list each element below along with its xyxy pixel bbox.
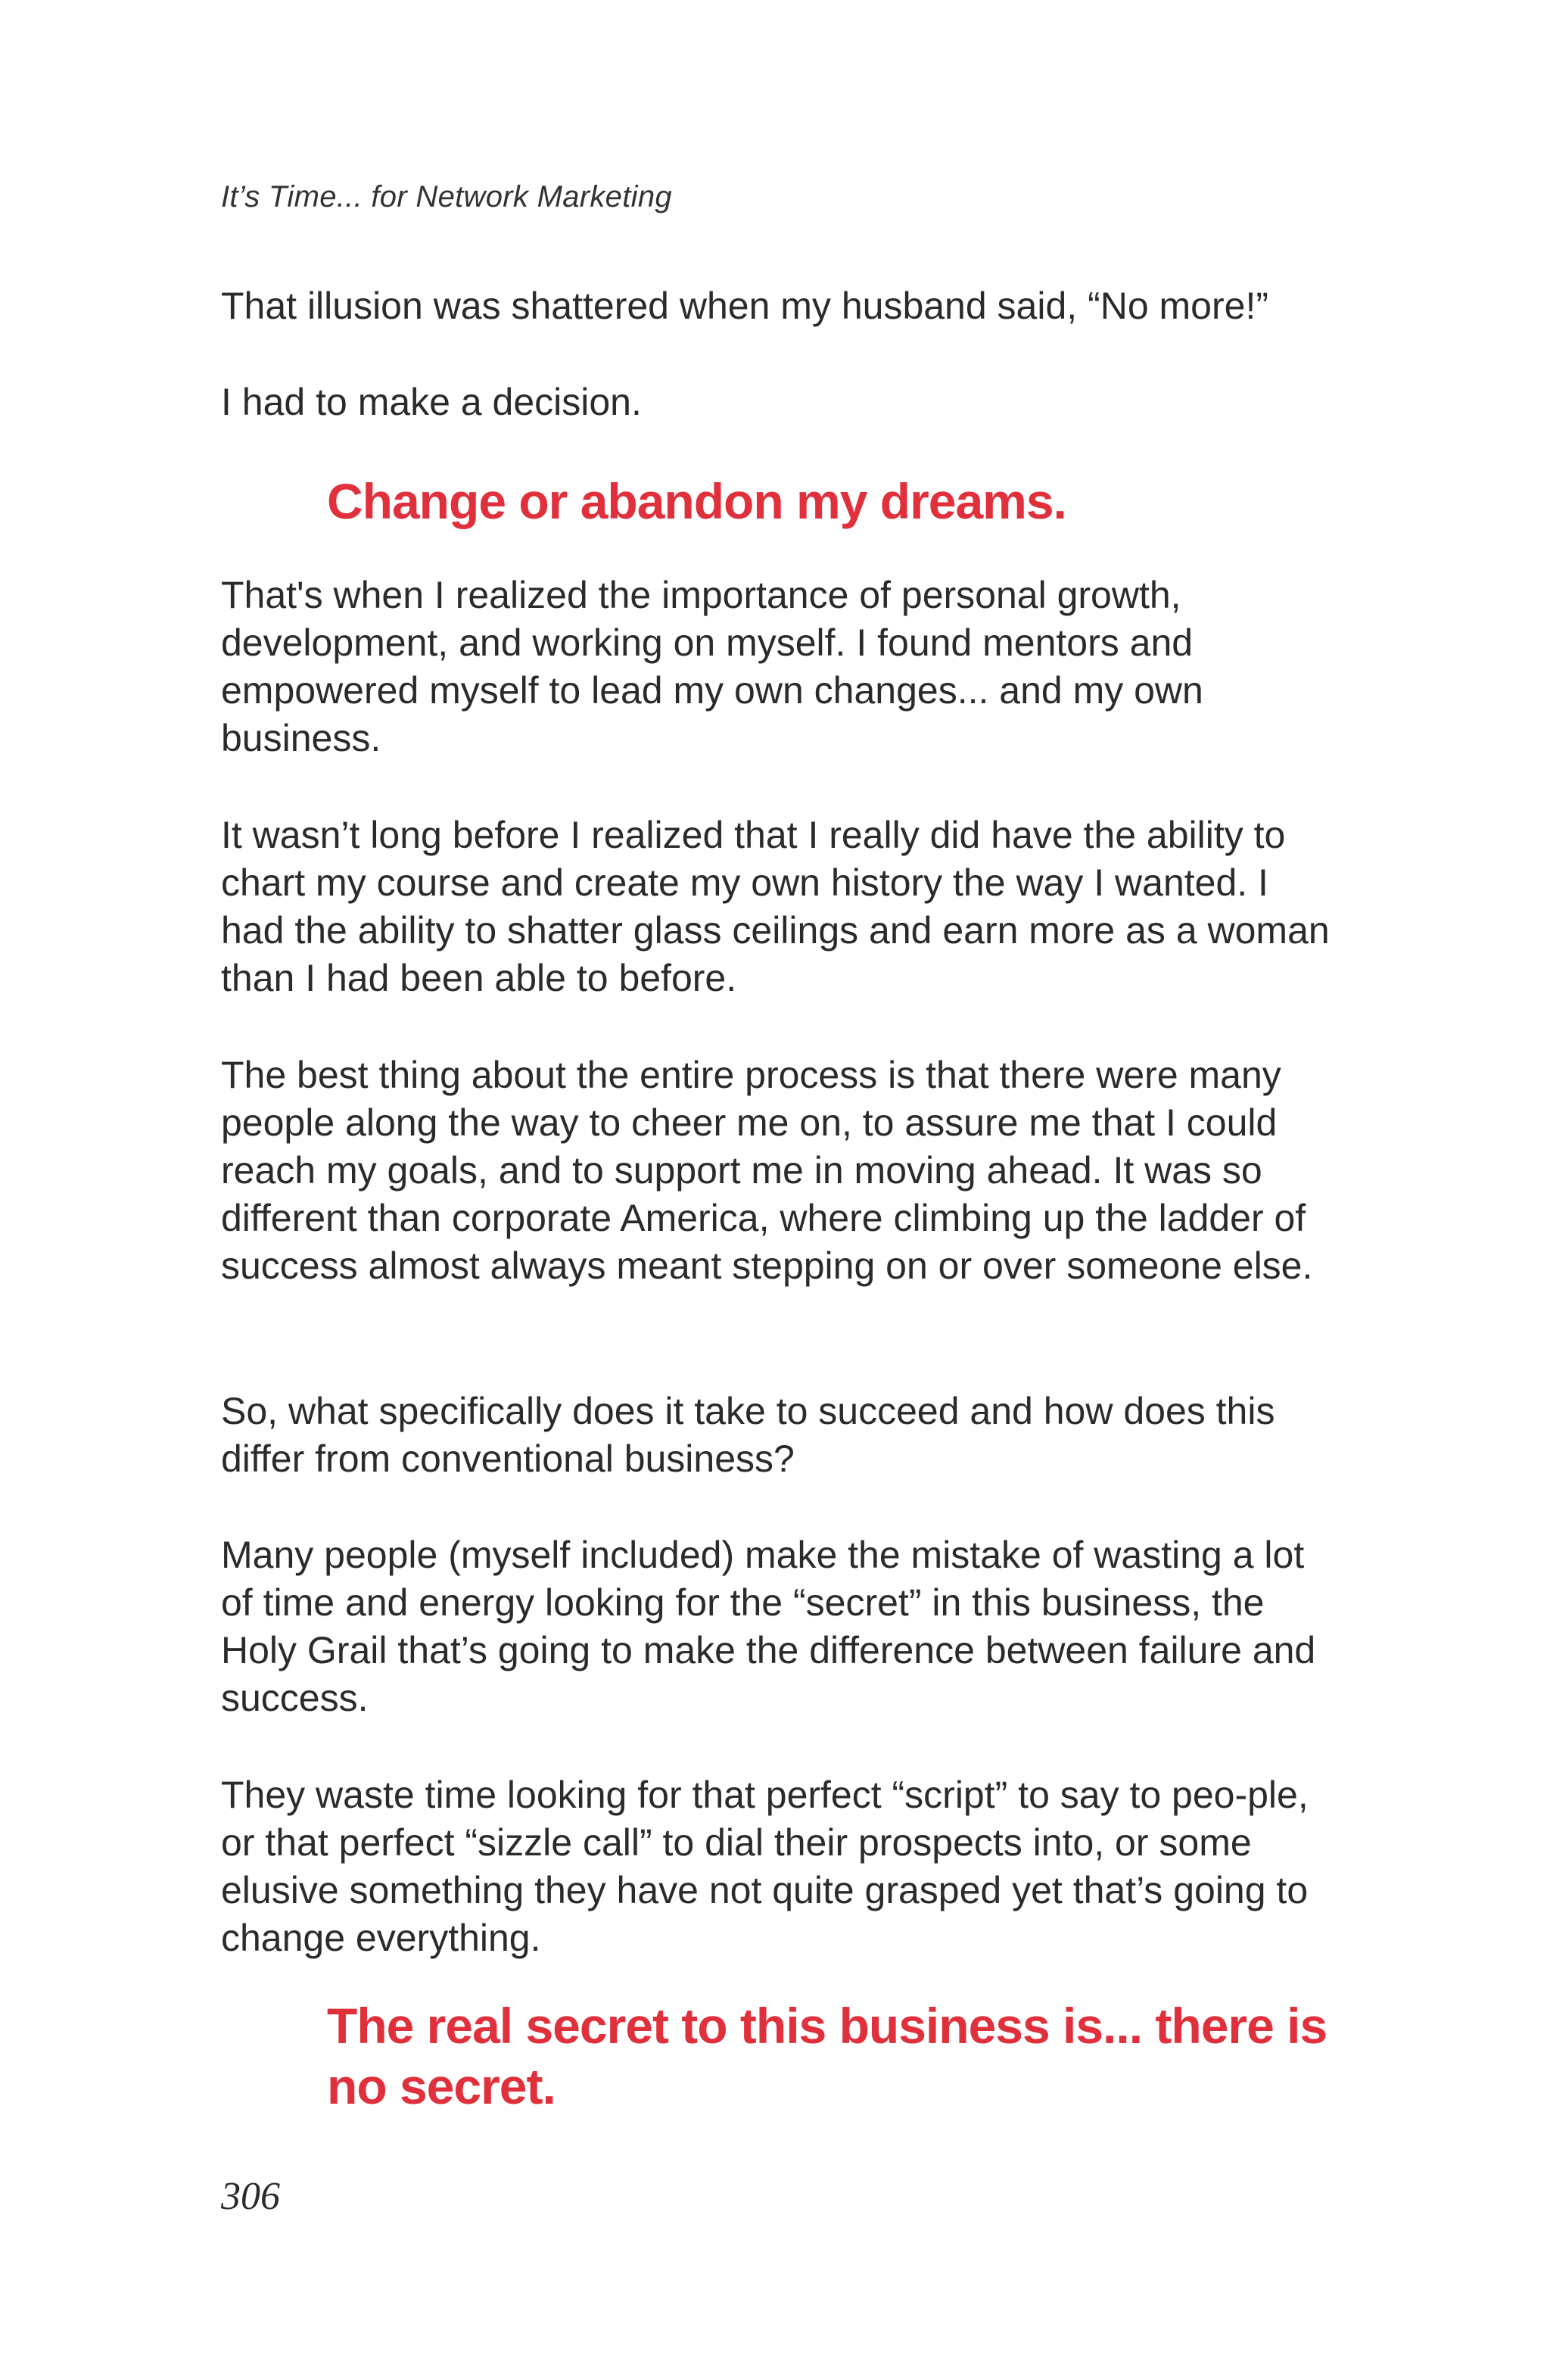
paragraph-best-thing: The best thing about the entire process is that there were many people along the way to cheer me on, to assure me that I could reach my goals, and to support me in moving ahead. It was so different than corporate America, where climbing up the ladder of success almost always meant stepping on or over someone else. — [221, 1054, 1313, 1287]
paragraph-script: They waste time looking for that perfect “script” to say to peo-ple, or that perfect “sizzle call” to dial their prospects into, or some elusive something they have not quite grasped yet that’s going to change everything. — [221, 1774, 1309, 1959]
paragraph-personal-growth: That's when I realized the importance of personal growth, development, and working on myself. I found mentors and empowered myself to lead my own changes... and my own business. — [221, 574, 1203, 759]
paragraph-ability: It wasn’t long before I realized that I really did have the ability to chart my course and create my own history the way I wanted. I had the ability to shatter glass ceilings and earn more as a woman than I had been able to before. — [221, 814, 1330, 999]
paragraph-illusion: That illusion was shattered when my husband said, “No more!” — [221, 285, 1268, 327]
page-number: 306 — [221, 2175, 280, 2218]
running-header: It’s Time... for Network Marketing — [221, 180, 672, 213]
paragraph-what-it-takes: So, what specifically does it take to succeed and how does this differ from conventional business? — [221, 1390, 1275, 1480]
paragraph-mistake: Many people (myself included) make the mistake of wasting a lot of time and energy looking for the “secret” in this business, the Holy Grail that’s going to make the difference between failure and success. — [221, 1534, 1316, 1719]
paragraph-decision: I had to make a decision. — [221, 381, 642, 423]
pull-quote-change: Change or abandon my dreams. — [327, 473, 1066, 529]
pull-quote-no-secret: The real secret to this business is... there is no secret. — [327, 1998, 1327, 2114]
